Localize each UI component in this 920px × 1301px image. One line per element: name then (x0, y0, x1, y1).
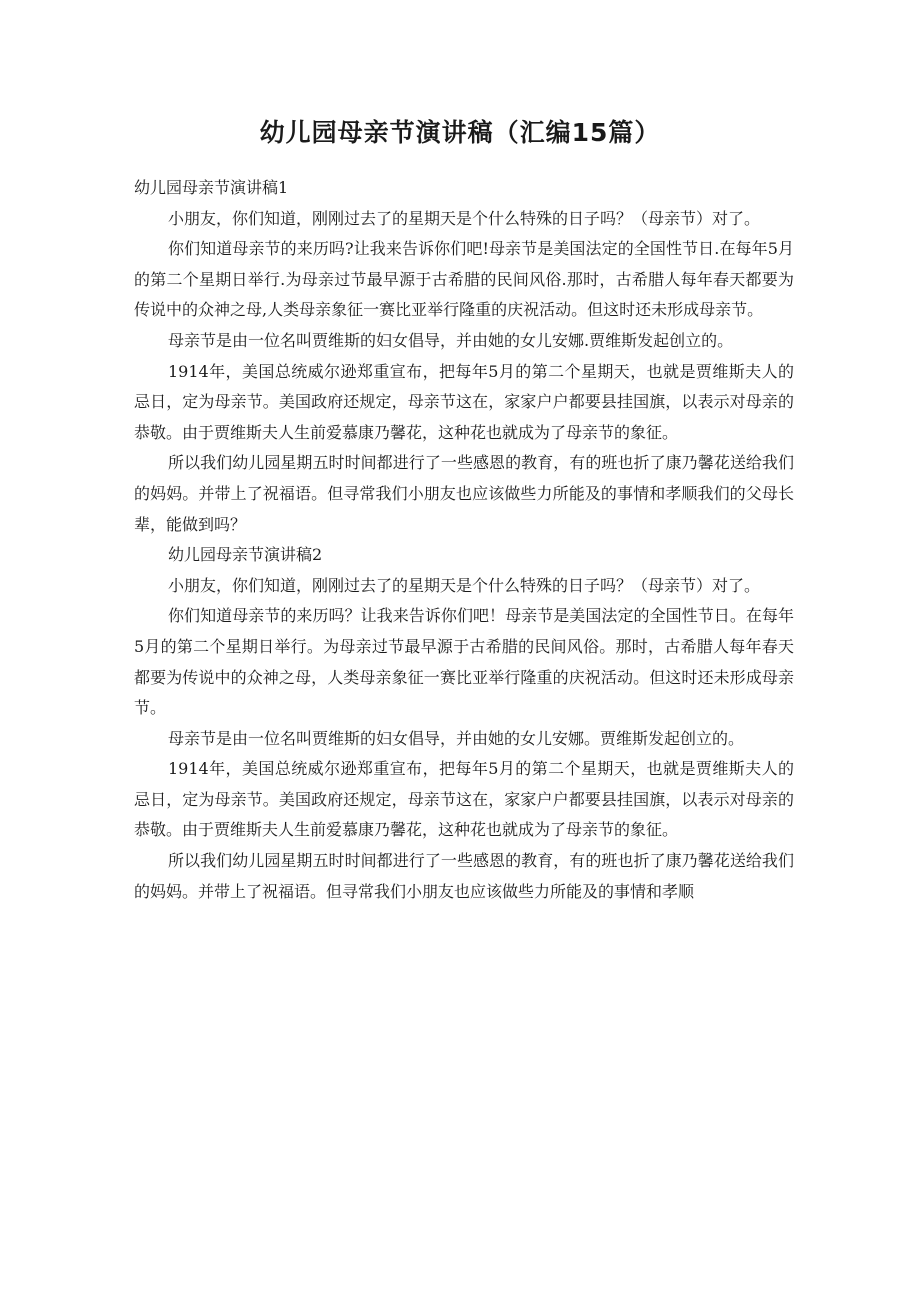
paragraph: 所以我们幼儿园星期五时时间都进行了一些感恩的教育，有的班也折了康乃馨花送给我们的妈妈。并带上了祝福语。但寻常我们小朋友也应该做些力所能及的事情和孝顺我们的父母长辈，能做到吗？ (134, 453, 794, 534)
paragraph: 母亲节是由一位名叫贾维斯的妇女倡导，并由她的女儿安娜。贾维斯发起创立的。 (168, 728, 745, 748)
document-body (134, 173, 794, 907)
section-heading-2: 幼儿园母亲节演讲稿2 (168, 545, 323, 565)
paragraph: 1914年，美国总统威尔逊郑重宣布，把每年5月的第二个星期天，也就是贾维斯夫人的忌日，定为母亲节。美国政府还规定，母亲节这在，家家户户都要县挂国旗，以表示对母亲的恭敬。由于贾维斯夫人生前爱慕康乃馨花，这种花也就成为了母亲节的象征。 (134, 361, 794, 442)
paragraph: 所以我们幼儿园星期五时时间都进行了一些感恩的教育，有的班也折了康乃馨花送给我们的妈妈。并带上了祝福语。但寻常我们小朋友也应该做些力所能及的事情和孝顺 (134, 851, 794, 901)
paragraph: 你们知道母亲节的来历吗？让我来告诉你们吧！母亲节是美国法定的全国性节日。在每年5月的第二个星期日举行。为母亲过节最早源于古希腊的民间风俗。那时，古希腊人每年春天都要为传说中的众神之母，人类母亲象征一赛比亚举行隆重的庆祝活动。但这时还未形成母亲节。 (134, 606, 794, 718)
paragraph: 小朋友，你们知道，刚刚过去了的星期天是个什么特殊的日子吗？（母亲节）对了。 (168, 208, 761, 228)
paragraph: 母亲节是由一位名叫贾维斯的妇女倡导，并由她的女儿安娜.贾维斯发起创立的。 (168, 330, 734, 350)
paragraph: 你们知道母亲节的来历吗?让我来告诉你们吧!母亲节是美国法定的全国性节日.在每年5月的第二个星期日举行.为母亲过节最早源于古希腊的民间风俗.那时，古希腊人每年春天都要为传说中的众神之母,人类母亲象征一赛比亚举行隆重的庆祝活动。但这时还未形成母亲节。 (134, 239, 794, 320)
document-title: 幼儿园母亲节演讲稿（汇编15篇） (259, 118, 661, 147)
section-heading-1: 幼儿园母亲节演讲稿1 (134, 178, 289, 197)
paragraph: 小朋友，你们知道，刚刚过去了的星期天是个什么特殊的日子吗？（母亲节）对了。 (168, 575, 761, 595)
paragraph: 1914年，美国总统威尔逊郑重宣布，把每年5月的第二个星期天，也就是贾维斯夫人的忌日，定为母亲节。美国政府还规定，母亲节这在，家家户户都要县挂国旗，以表示对母亲的恭敬。由于贾维斯夫人生前爱慕康乃馨花，这种花也就成为了母亲节的象征。 (134, 759, 794, 840)
